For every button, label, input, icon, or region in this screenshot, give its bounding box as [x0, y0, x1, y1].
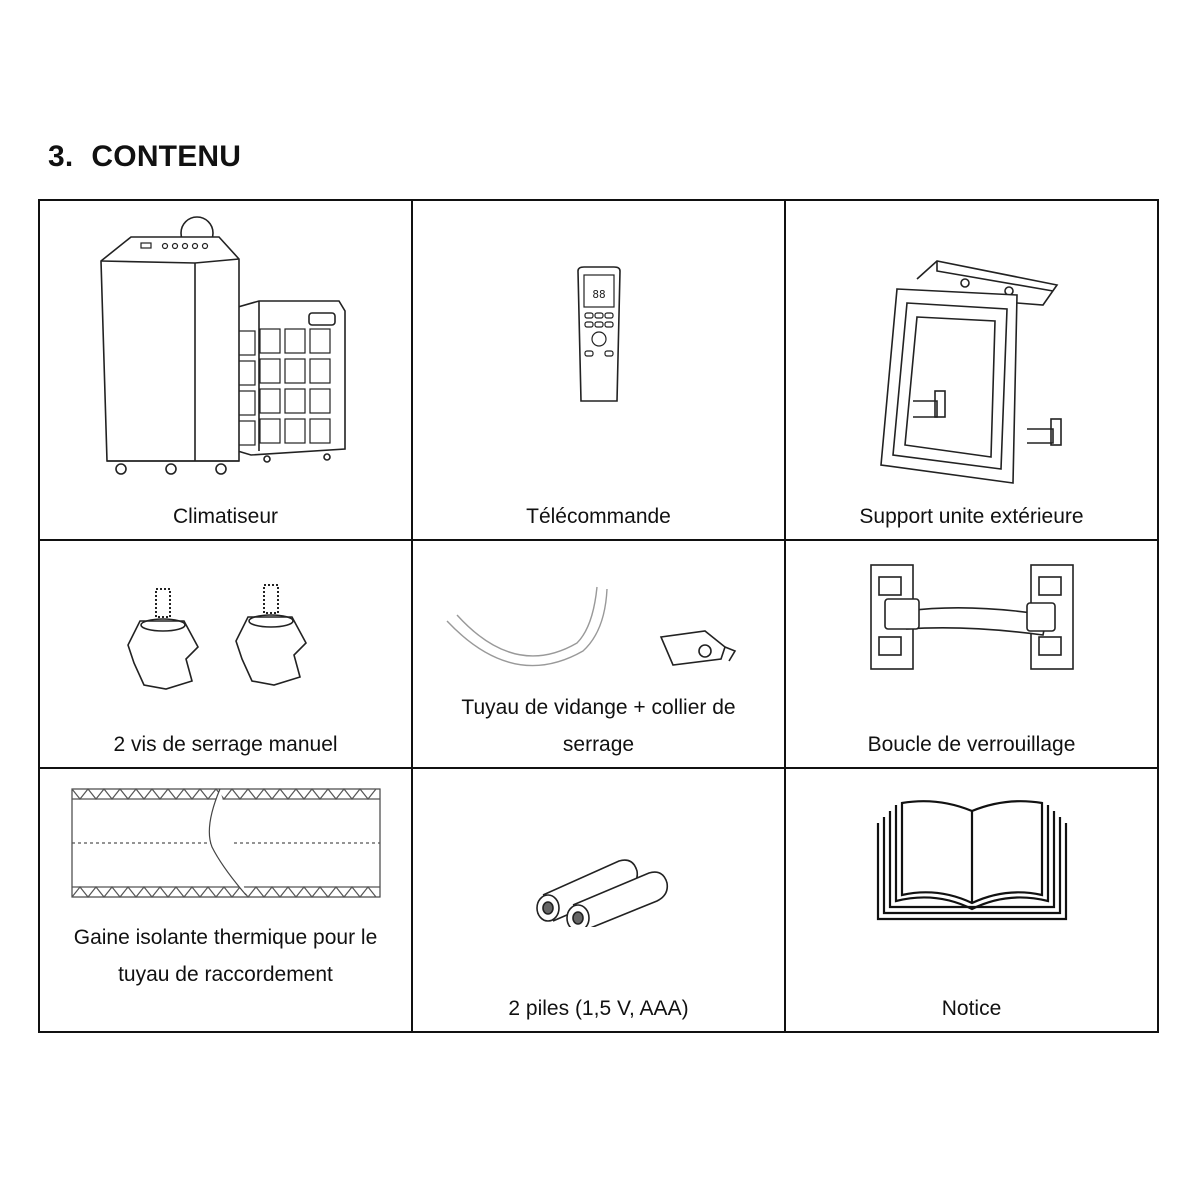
remote-control-icon [413, 265, 784, 405]
item-cell-remote [412, 200, 785, 540]
manual-book-icon [786, 799, 1157, 921]
item-cell-locking-buckle [785, 540, 1158, 768]
table-row [39, 768, 1158, 1032]
item-caption-line: serrage [562, 733, 635, 756]
contents-table [38, 199, 1159, 1033]
item-caption: 2 vis de serrage manuel [113, 733, 338, 756]
buckle-icon [786, 563, 1157, 673]
item-caption: Support unite extérieure [859, 505, 1084, 528]
thumb-screw-icon [40, 581, 411, 701]
section-title: CONTENU [91, 140, 242, 173]
insulation-sleeve-icon [40, 787, 411, 899]
item-caption-line: Tuyau de vidange + collier de [461, 696, 736, 719]
item-caption: Notice [941, 997, 1002, 1020]
item-caption [419, 689, 778, 763]
item-caption [46, 919, 405, 993]
item-caption: 2 piles (1,5 V, AAA) [508, 997, 689, 1020]
svg-text:88: 88 [591, 288, 606, 301]
bracket-icon [786, 259, 1157, 489]
item-cell-drain-hose [412, 540, 785, 768]
ac-unit-icon [40, 211, 411, 479]
item-cell-insulation-sleeve [39, 768, 412, 1032]
item-caption: Climatiseur [172, 505, 279, 528]
table-row [39, 540, 1158, 768]
item-cell-outdoor-bracket [785, 200, 1158, 540]
item-caption-line: tuyau de raccordement [118, 963, 333, 986]
item-caption-line: Gaine isolante thermique pour le [73, 926, 378, 949]
item-cell-ac-unit [39, 200, 412, 540]
page-title [48, 140, 241, 174]
item-caption: Boucle de verrouillage [867, 733, 1076, 756]
table-row [39, 200, 1158, 540]
hose-clamp-icon [661, 631, 735, 665]
item-cell-manual [785, 768, 1158, 1032]
item-cell-screws [39, 540, 412, 768]
section-number: 3. [48, 140, 74, 173]
battery-icon [413, 847, 784, 927]
drain-hose-icon [413, 581, 784, 677]
item-cell-batteries [412, 768, 785, 1032]
item-caption: Télécommande [526, 505, 671, 528]
